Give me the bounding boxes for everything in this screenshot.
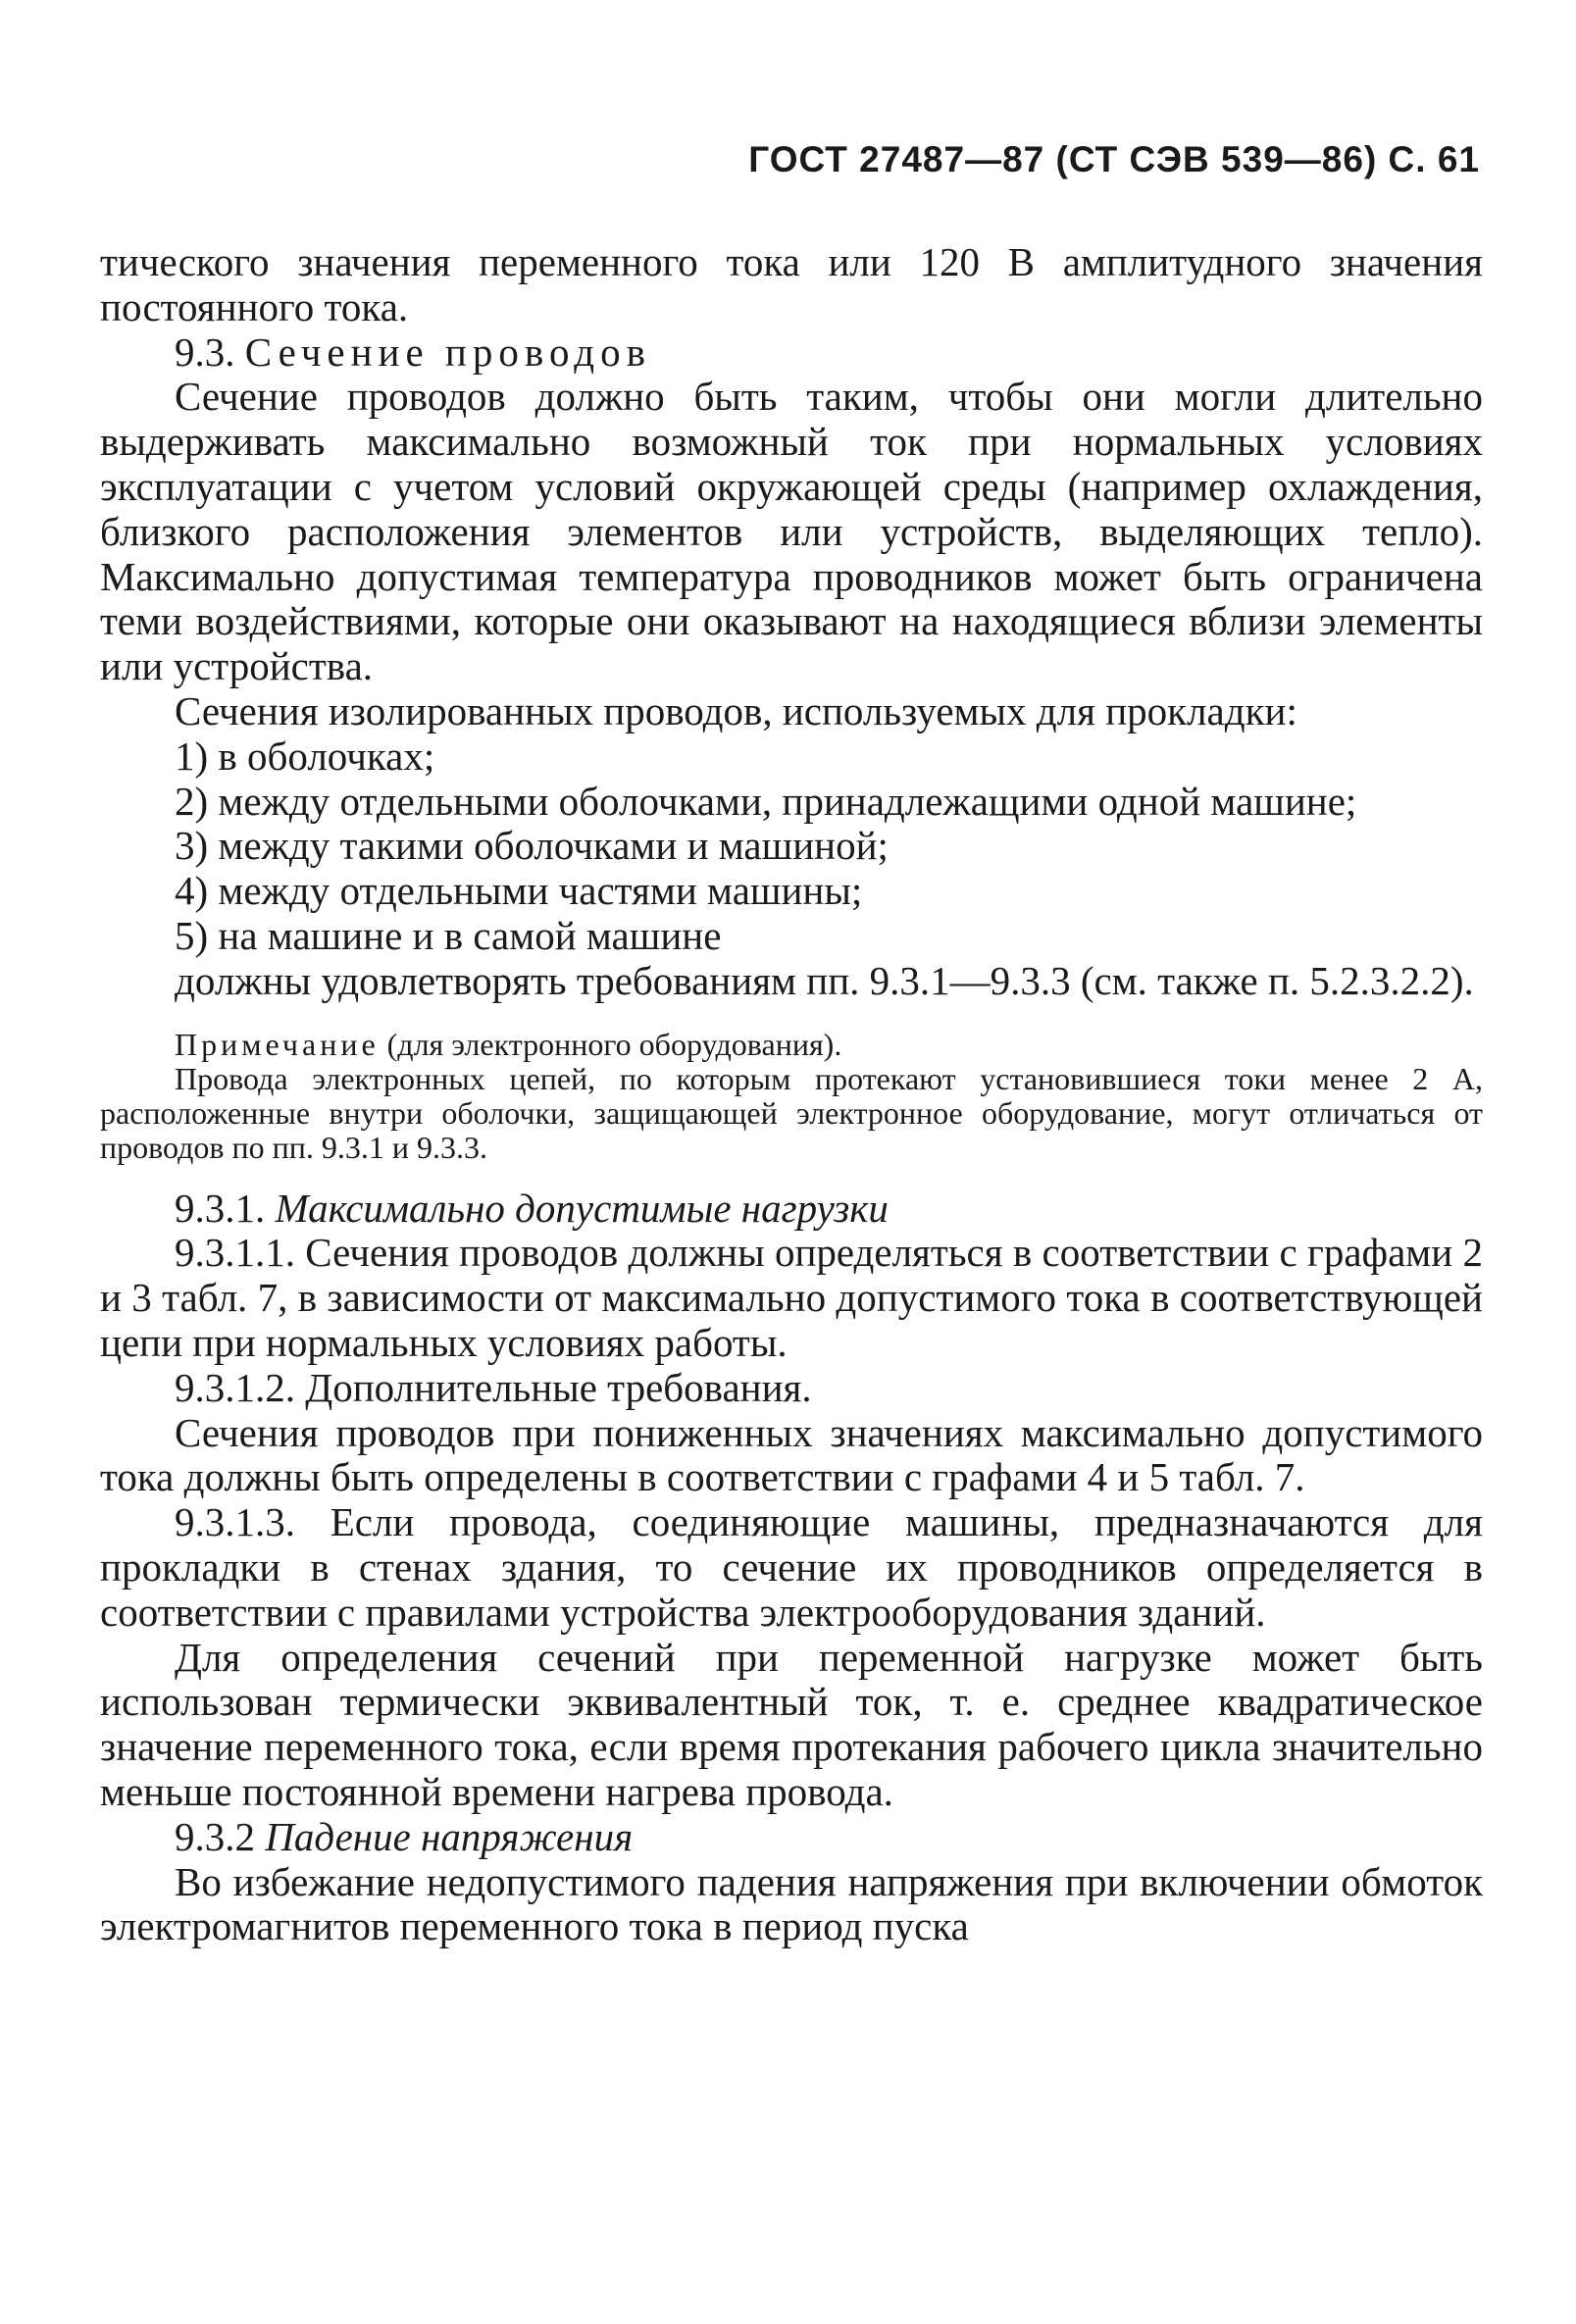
paragraph: должны удовлетворять требованиям пп. 9.3.1—9.3.3 (см. также п. 5.2.3.2.2). [175,957,1474,1003]
paragraph-continuation: тического значения переменного тока или 120 В амплитудного значения постоянного тока. [100,239,1483,329]
paragraph: Сечения проводов при пониженных значениях максимально допустимого тока должны быть определены в соответствии с графами 4 и 5 табл. 7. [100,1409,1483,1500]
section-heading-9-3-1 [100,1187,1483,1232]
section-heading-9-3 [100,330,1483,376]
paragraph: 9.3.1.2. Дополнительные требования. [175,1364,812,1410]
list-item: 1) в оболочках; [175,733,435,779]
section-title: Падение напряжения [265,1813,634,1859]
list-item: 4) между отдельными частями машины; [175,868,863,914]
paragraph: 9.3.1.3. Если провода, соединяющие машины, предназначаются для прокладки в стенах здания, то сечение их проводников определяется в соответствии с правилами устройства электрооборудования зданий. [100,1499,1483,1635]
note-label: Примечание [175,1026,380,1062]
section-title: Сечение проводов [244,328,651,375]
section-number: 9.3.2 [175,1813,266,1859]
paragraph: 9.3.1.1. Сечения проводов должны определяться в соответствии с графами 2 и 3 табл. 7, в зависимости от максимально допустимого тока в соответствующей цепи при нормальных условиях работы. [100,1230,1483,1365]
list-item: 3) между такими оболочками и машиной; [175,823,889,869]
section-title: Максимально допустимые нагрузки [275,1185,889,1231]
section-heading-9-3-2 [100,1815,1483,1860]
paragraph: Сечение проводов должно быть таким, чтобы они могли длительно выдерживать максимально возможный ток при нормальных условиях эксплуатации с учетом условий окружающей среды (например охлаждения, близкого расположения элементов или устройств, выделяющих тепло). Максимально допустимая температура проводников может быть ограничена теми воздействиями, которые они оказывают на находящиеся вблизи элементы или устройства. [100,374,1483,689]
note-text: Провода электронных цепей, по которым протекают установившиеся токи менее 2 А, расположенные внутри оболочки, защищающей электронное оборудование, могут отличаться от проводов по пп. 9.3.1 и 9.3.3. [100,1060,1483,1165]
list-item: 5) на машине и в самой машине [175,912,722,958]
note-heading [100,1028,1483,1062]
page-body [100,240,1483,1949]
section-number: 9.3.1. [175,1185,276,1231]
note-block [100,1028,1483,1165]
section-number: 9.3. [175,328,235,375]
running-header: ГОСТ 27487—87 (СТ СЭВ 539—86) С. 61 [748,139,1480,179]
paragraph: Для определения сечений при переменной нагрузке может быть использован термически эквивалентный ток, т. е. среднее квадратическое значение переменного тока, если время протекания рабочего цикла значительно меньше постоянной времени нагрева провода. [100,1634,1483,1814]
paragraph: Во избежание недопустимого падения напряжения при включении обмоток электромагнитов переменного тока в период пуска [100,1858,1483,1949]
paragraph: Сечения изолированных проводов, используемых для прокладки: [175,687,1297,733]
list-item: 2) между отдельными оболочками, принадлежащими одной машине; [175,778,1357,824]
note-suffix: (для электронного оборудования). [379,1026,842,1062]
